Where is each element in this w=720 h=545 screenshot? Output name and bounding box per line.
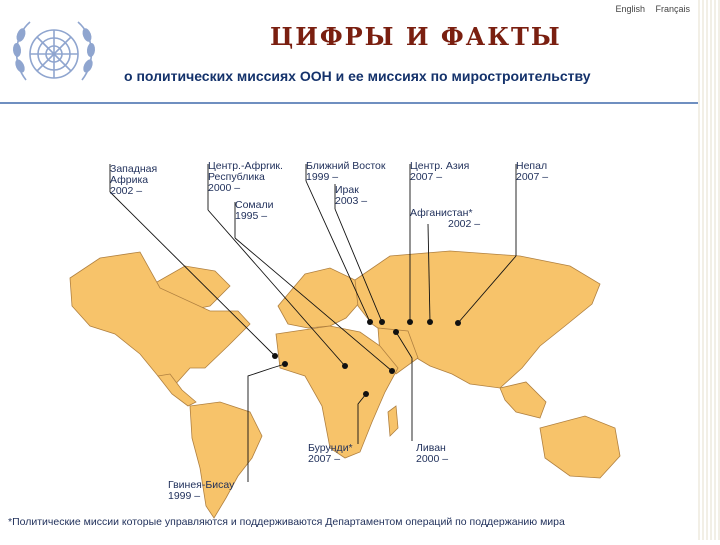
location-dot-burundi	[363, 391, 369, 397]
mission-label-iraq: Ирак 2003 –	[335, 184, 368, 207]
header-divider	[0, 102, 698, 104]
location-dot-guinea-bissau	[282, 361, 288, 367]
mission-label-central-asia: Центр. Азия 2007 –	[410, 160, 470, 183]
location-dot-iraq	[379, 319, 385, 325]
language-link-french[interactable]: Français	[655, 4, 690, 14]
land-europe	[278, 268, 360, 328]
location-dot-afghanistan	[427, 319, 433, 325]
mission-label-guinea-bissau: Гвинея-Бисау 1999 –	[168, 479, 235, 502]
land-south-america	[190, 402, 262, 518]
language-switcher	[607, 4, 690, 14]
mission-label-somalia: Сомали 1995 –	[235, 199, 274, 222]
mission-label-west-africa: Западная Африка 2002 –	[110, 163, 158, 197]
land-southeast-asia	[500, 382, 546, 418]
mission-label-lebanon: Ливан 2000 –	[416, 442, 449, 465]
land-africa	[276, 326, 398, 458]
mission-label-afghanistan: Афганистан* 2002 –	[410, 207, 481, 230]
mission-label-car: Центр.-Афрrик. Республика 2000 –	[208, 160, 283, 194]
location-dot-lebanon	[393, 329, 399, 335]
un-emblem-logo	[6, 10, 102, 102]
land-madagascar	[388, 406, 398, 436]
location-dot-car	[342, 363, 348, 369]
location-dot-central-asia	[407, 319, 413, 325]
language-link-english[interactable]: English	[615, 4, 645, 14]
continents	[70, 251, 620, 518]
land-north-america	[70, 252, 250, 388]
mission-label-nepal: Непал 2007 –	[516, 160, 549, 183]
decorative-side-stripes	[698, 0, 720, 540]
location-dot-middle-east	[367, 319, 373, 325]
world-map	[0, 106, 698, 540]
location-dot-somalia	[389, 368, 395, 374]
location-dot-nepal	[455, 320, 461, 326]
land-australia	[540, 416, 620, 478]
mission-label-burundi: Бурунди* 2007 –	[308, 442, 353, 465]
page-title: ЦИФРЫ И ФАКТЫ	[270, 22, 562, 51]
footnote: *Политические миссии которые управляются и поддерживаются Департаментом операций по поддержанию мира	[8, 516, 565, 528]
mission-label-middle-east: Ближний Восток 1999 –	[306, 160, 386, 183]
location-dot-west-africa	[272, 353, 278, 359]
page-subtitle: о политических миссиях ООН и ее миссиях по миростроительству	[124, 68, 591, 84]
world-map-svg	[0, 106, 698, 540]
